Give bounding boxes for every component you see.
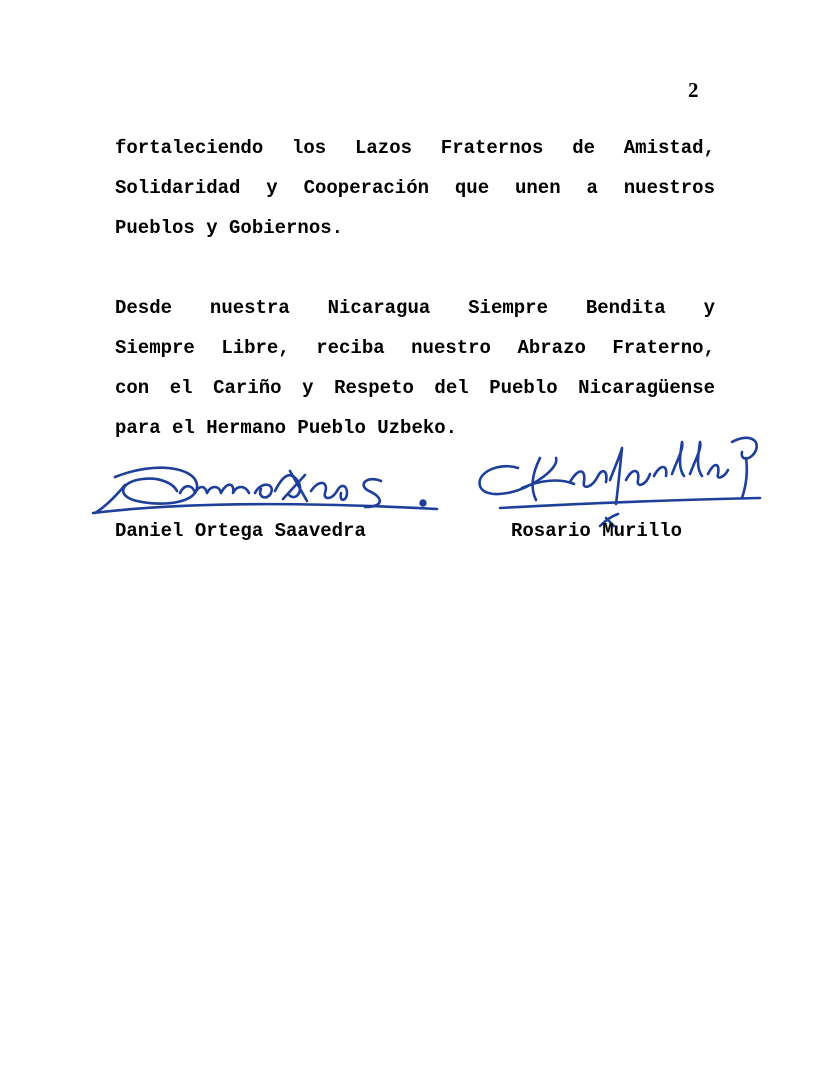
signer-name-murillo: Rosario Murillo (511, 520, 683, 542)
text-line: fortaleciendo los Lazos Fraternos de Amistad, (115, 137, 715, 159)
text-line: Siempre Libre, reciba nuestro Abrazo Fraterno, (115, 337, 715, 359)
text-line: Pueblos y Gobiernos. (115, 217, 344, 239)
text-line: Desde nuestra Nicaragua Siempre Bendita y (115, 297, 715, 319)
body-paragraph-2 (115, 288, 715, 448)
text-line: con el Cariño y Respeto del Pueblo Nicaragüense (115, 377, 715, 399)
body-paragraph-1 (115, 128, 715, 248)
text-line: para el Hermano Pueblo Uzbeko. (115, 417, 458, 439)
signer-name-ortega: Daniel Ortega Saavedra (115, 520, 366, 542)
text-line: Solidaridad y Cooperación que unen a nuestros (115, 177, 715, 199)
signature-murillo (470, 428, 770, 530)
page-number: 2 (688, 78, 699, 102)
